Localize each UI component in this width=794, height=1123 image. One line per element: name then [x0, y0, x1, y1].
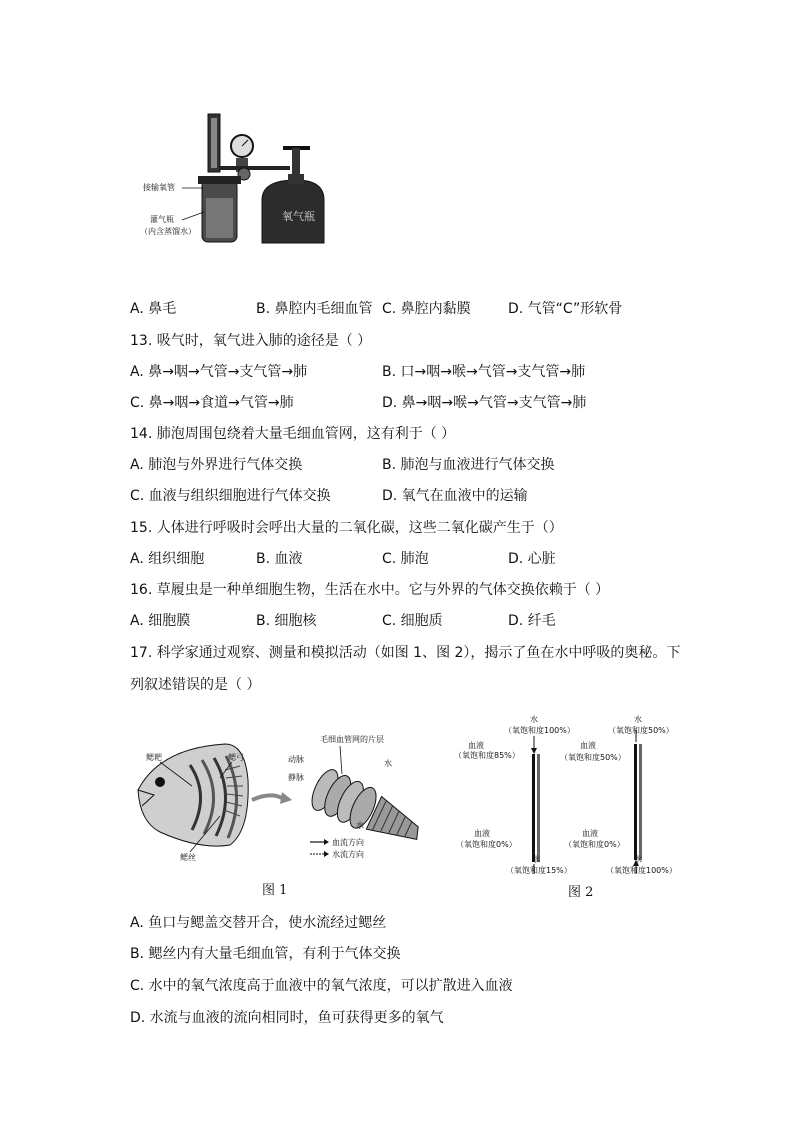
- vein-label: 静脉: [288, 773, 304, 782]
- q17-option-b[interactable]: B. 鳃丝内有大量毛细血管，有利于气体交换: [130, 946, 401, 962]
- figure-1-fish-gill: [130, 720, 440, 905]
- fig2-left-blood-bottom-sat: （氧饱和度0%）: [456, 840, 517, 849]
- fig2-left-water-bottom-sat: （氧饱和度15%）: [506, 866, 572, 875]
- artery-label: 动脉: [288, 755, 304, 764]
- q16-option-c[interactable]: C. 细胞质: [382, 613, 443, 629]
- figure-2-caption: 图 2: [568, 885, 594, 900]
- fig2-left-water-top: 水: [530, 715, 538, 724]
- q14-stem: 14. 肺泡周围包绕着大量毛细血管网，这有利于（ ）: [130, 426, 456, 442]
- figure-1-caption: 图 1: [262, 883, 288, 898]
- q15-option-b[interactable]: B. 血液: [256, 551, 303, 567]
- q17-option-d[interactable]: D. 水流与血液的流向相同时，鱼可获得更多的氧气: [130, 1010, 444, 1026]
- q13-stem: 13. 吸气时，氧气进入肺的途径是（ ）: [130, 333, 372, 349]
- q17-option-c[interactable]: C. 水中的氧气浓度高于血液中的氧气浓度，可以扩散进入血液: [130, 978, 513, 994]
- water-label-bottom: 水: [356, 821, 364, 830]
- q12-option-c[interactable]: C. 鼻腔内黏膜: [382, 301, 471, 317]
- q13-option-d[interactable]: D. 鼻→咽→喉→气管→支气管→肺: [382, 395, 587, 411]
- fig2-right-water-top: 水: [634, 715, 642, 724]
- fig2-right-blood-bottom: 血液: [582, 829, 598, 838]
- q15-option-a[interactable]: A. 组织细胞: [130, 551, 205, 567]
- water-label-top: 水: [384, 759, 392, 768]
- q13-option-b[interactable]: B. 口→咽→喉→气管→支气管→肺: [382, 364, 586, 380]
- q15-option-d[interactable]: D. 心脏: [508, 551, 556, 567]
- fig2-right-blood-top: 血液: [580, 741, 596, 750]
- oxygen-apparatus-figure: [140, 108, 330, 253]
- q13-option-c[interactable]: C. 鼻→咽→食道→气管→肺: [130, 395, 294, 411]
- fig2-right-blood-top-sat: （氧饱和度50%）: [560, 753, 626, 762]
- q12-option-b[interactable]: B. 鼻腔内毛细血管: [256, 301, 373, 317]
- q14-option-c[interactable]: C. 血液与组织细胞进行气体交换: [130, 488, 331, 504]
- gill-arch-label: 鳃弓: [228, 753, 244, 762]
- legend-water-label: 水流方向: [332, 850, 364, 859]
- figure-2-flow: [448, 710, 688, 905]
- q13-option-a[interactable]: A. 鼻→咽→气管→支气管→肺: [130, 364, 308, 380]
- fig2-right-water-bottom-sat: （氧饱和度100%）: [606, 866, 677, 875]
- humidifier-label: 灌气瓶: [150, 215, 174, 224]
- q15-stem: 15. 人体进行呼吸时会呼出大量的二氧化碳，这些二氧化碳产生于（）: [130, 520, 563, 536]
- q14-option-a[interactable]: A. 肺泡与外界进行气体交换: [130, 457, 303, 473]
- capillary-layer-label: 毛细血管网的片层: [320, 735, 384, 744]
- q15-option-c[interactable]: C. 肺泡: [382, 551, 429, 567]
- q17-stem-line2: 列叙述错误的是（ ）: [130, 677, 261, 693]
- q12-option-d[interactable]: D. 气管“C”形软骨: [508, 301, 623, 317]
- tube-label: 接输氧管: [143, 183, 175, 192]
- fig2-left-blood-top-sat: （氧饱和度85%）: [454, 751, 520, 760]
- q16-option-a[interactable]: A. 细胞膜: [130, 613, 191, 629]
- tank-label: 氧气瓶: [282, 210, 315, 223]
- fig2-right-water-top-sat: （氧饱和度50%）: [608, 726, 674, 735]
- fig2-right-blood-bottom-sat: （氧饱和度0%）: [564, 840, 625, 849]
- legend-blood-label: 血流方向: [332, 838, 364, 847]
- q17-stem-line1: 17. 科学家通过观察、测量和模拟活动（如图 1、图 2），揭示了鱼在水中呼吸的奥秘。下: [130, 645, 681, 661]
- q16-option-d[interactable]: D. 纤毛: [508, 613, 556, 629]
- fig2-left-blood-bottom: 血液: [474, 829, 490, 838]
- q16-option-b[interactable]: B. 细胞核: [256, 613, 317, 629]
- humidifier-note: （内含蒸馏水）: [140, 227, 196, 236]
- fig2-left-water-top-sat: （氧饱和度100%）: [504, 726, 575, 735]
- fig2-left-water-bottom: 水: [532, 855, 540, 864]
- gill-filament-label: 鳃丝: [180, 853, 196, 862]
- q12-option-a[interactable]: A. 鼻毛: [130, 301, 177, 317]
- gill-rake-label: 鳃耙: [146, 753, 162, 762]
- q14-option-d[interactable]: D. 氧气在血液中的运输: [382, 488, 528, 504]
- fig2-right-water-bottom: 水: [634, 855, 642, 864]
- q16-stem: 16. 草履虫是一种单细胞生物，生活在水中。它与外界的气体交换依赖于（ ）: [130, 582, 610, 598]
- fig2-left-blood-top: 血液: [468, 741, 484, 750]
- q17-option-a[interactable]: A. 鱼口与鳃盖交替开合，使水流经过鳃丝: [130, 915, 387, 931]
- q14-option-b[interactable]: B. 肺泡与血液进行气体交换: [382, 457, 555, 473]
